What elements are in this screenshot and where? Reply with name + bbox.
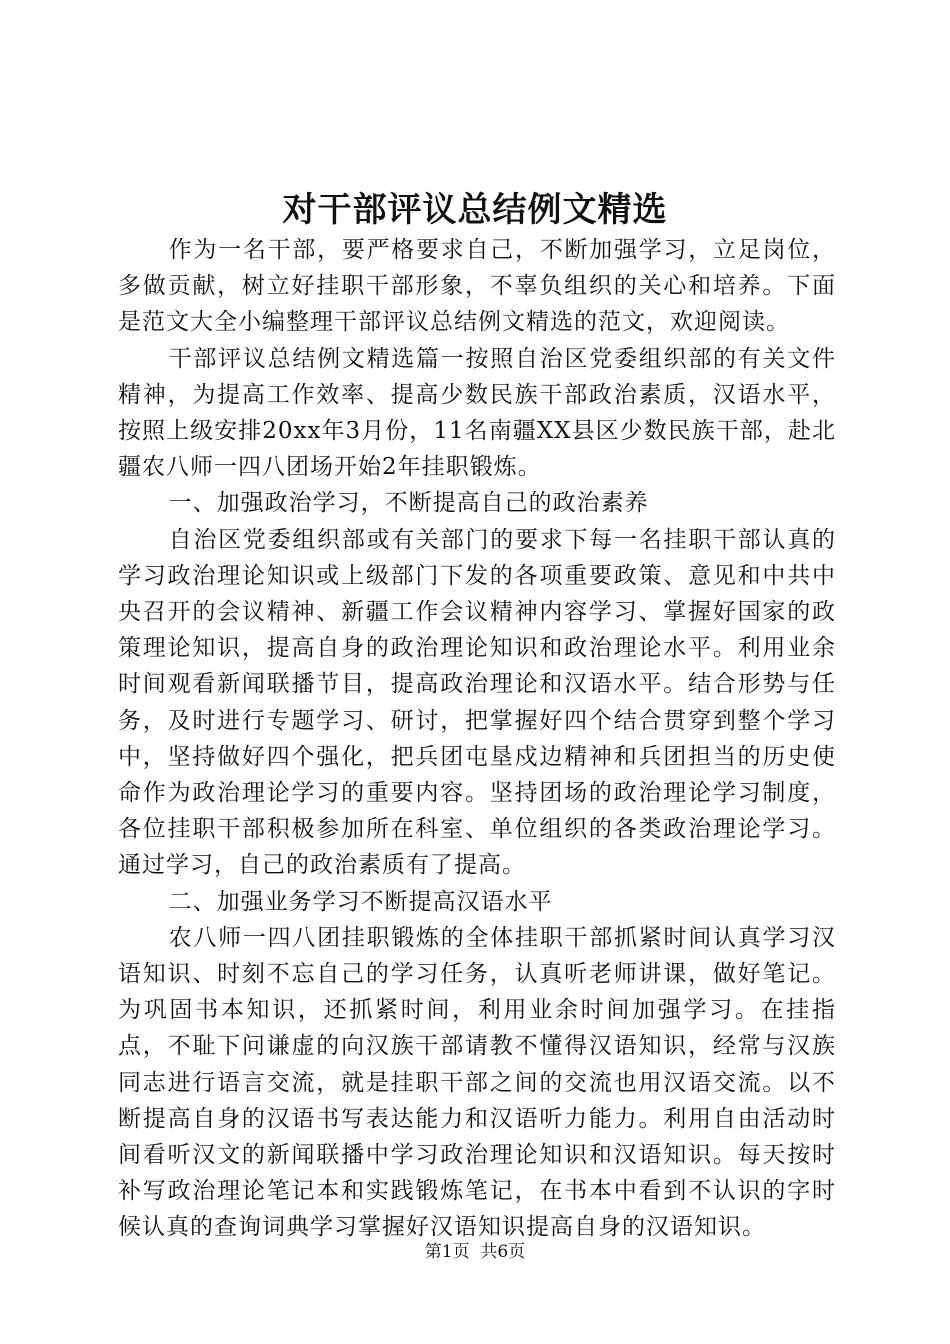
page-number-total: 共6页 bbox=[480, 1242, 526, 1262]
page-footer bbox=[0, 1240, 950, 1264]
paragraph-article-one: 干部评议总结例文精选篇一按照自治区党委组织部的有关文件精神，为提高工作效率、提高少数民族干部政治素质，汉语水平，按照上级安排20xx年3月份，11名南疆XX县区少数民族干部，赴北疆农八师一四八团场开始2年挂职锻炼。 bbox=[118, 345, 836, 481]
document-body bbox=[118, 232, 836, 1246]
page-number-current: 第1页 bbox=[424, 1242, 470, 1262]
section-heading-business-study: 二、加强业务学习不断提高汉语水平 bbox=[168, 888, 553, 915]
paragraph-intro: 作为一名干部，要严格要求自己，不断加强学习，立足岗位，多做贡献，树立好挂职干部形象，不辜负组织的关心和培养。下面是范文大全小编整理干部评议总结例文精选的范文，欢迎阅读。 bbox=[118, 237, 836, 336]
paragraph-business-study: 农八师一四八团挂职锻炼的全体挂职干部抓紧时间认真学习汉语知识、时刻不忘自己的学习任务，认真听老师讲课，做好笔记。为巩固书本知识，还抓紧时间，利用业余时间加强学习。在挂指点，不耻下问谦虚的向汉族干部请教不懂得汉语知识，经常与汉族同志进行语言交流，就是挂职干部之间的交流也用汉语交流。以不断提高自身的汉语书写表达能力和汉语听力能力。利用自由活动时间看听汉文的新闻联播中学习政治理论知识和汉语知识。每天按时补写政治理论笔记本和实践锻炼笔记，在书本中看到不认识的字时候认真的查询词典学习掌握好汉语知识提高自身的汉语知识。 bbox=[118, 924, 836, 1241]
document-title: 对干部评议总结例文精选 bbox=[282, 190, 668, 230]
section-heading-political-study: 一、加强政治学习，不断提高自己的政治素养 bbox=[168, 490, 649, 517]
paragraph-political-study: 自治区党委组织部或有关部门的要求下每一名挂职干部认真的学习政治理论知识或上级部门下发的各项重要政策、意见和中共中央召开的会议精神、新疆工作会议精神内容学习、掌握好国家的政策理论知识，提高自身的政治理论知识和政治理论水平。利用业余时间观看新闻联播节目，提高政治理论和汉语水平。结合形势与任务，及时进行专题学习、研讨，把掌握好四个结合贯穿到整个学习中，坚持做好四个强化，把兵团屯垦戍边精神和兵团担当的历史使命作为政治理论学习的重要内容。坚持团场的政治理论学习制度，各位挂职干部积极参加所在科室、单位组织的各类政治理论学习。通过学习，自己的政治素质有了提高。 bbox=[118, 526, 836, 879]
